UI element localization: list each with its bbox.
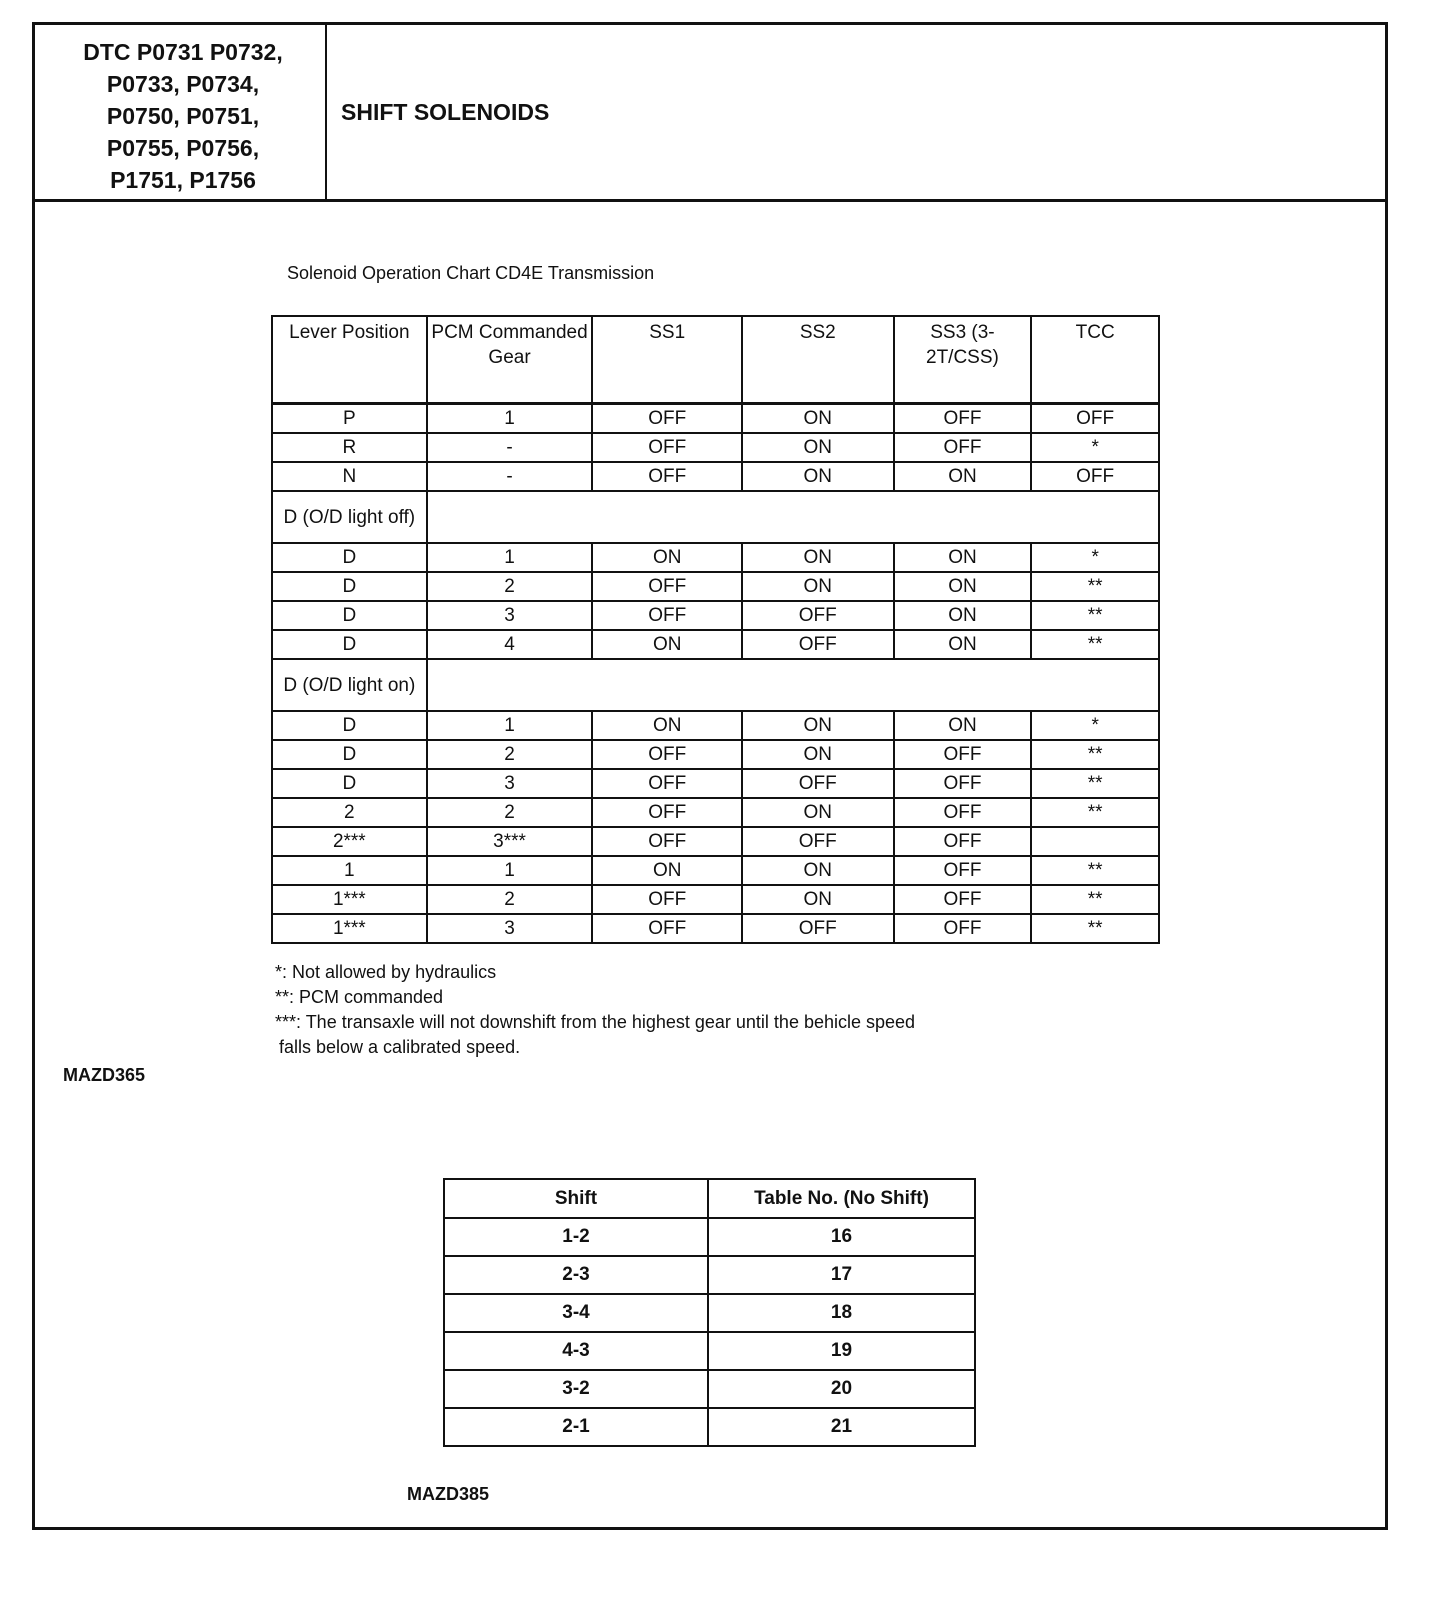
table-cell: OFF [742,630,894,659]
section-label: D (O/D light on) [272,659,427,711]
table-cell: 1 [272,856,427,885]
table-cell: 19 [708,1332,975,1370]
table-cell: 1*** [272,914,427,943]
table-cell: 2-3 [444,1256,708,1294]
table-cell: OFF [894,404,1032,434]
table-cell: OFF [592,827,742,856]
table-cell: 3*** [427,827,593,856]
table-cell: ON [742,572,894,601]
table-cell: ON [592,630,742,659]
table-cell: P [272,404,427,434]
table-row [272,740,1159,769]
table-cell: R [272,433,427,462]
table-cell: 2 [272,798,427,827]
table-cell: OFF [592,404,742,434]
table-cell: OFF [592,572,742,601]
table-row [272,769,1159,798]
column-header: SS2 [742,316,894,404]
solenoid-operation-table [271,315,1160,944]
table-row [272,885,1159,914]
table-cell: D [272,711,427,740]
table-cell: 3-2 [444,1370,708,1408]
table-row [272,798,1159,827]
table-cell: 1 [427,856,593,885]
table-cell: ON [742,543,894,572]
table-cell: 1*** [272,885,427,914]
table-cell: OFF [592,914,742,943]
footnote: falls below a calibrated speed. [279,1037,521,1057]
dtc-line: P0733, P0734, [106,71,260,97]
table-cell: 16 [708,1218,975,1256]
table-row [272,404,1159,434]
table-cell: OFF [1031,462,1159,491]
table-row [272,462,1159,491]
table-cell: ** [1031,630,1159,659]
footnote: *: Not allowed by hydraulics [275,962,497,982]
page-title: SHIFT SOLENOIDS [341,99,550,125]
table-row [272,856,1159,885]
table-cell: 3 [427,601,593,630]
table-cell: OFF [592,769,742,798]
table-cell: ON [894,630,1032,659]
table-cell: 2 [427,798,593,827]
column-header: Table No. (No Shift) [708,1179,975,1218]
table-cell: ON [894,711,1032,740]
table-cell: ON [742,740,894,769]
section-label: D (O/D light off) [272,491,427,543]
table-row [444,1294,975,1332]
dtc-codes [63,36,303,196]
column-header: SS3 (3-2T/CSS) [894,316,1032,404]
table-cell: * [1031,711,1159,740]
dtc-line: P0750, P0751, [106,103,260,129]
table-cell: ** [1031,601,1159,630]
table-cell: 4 [427,630,593,659]
table-cell: OFF [592,885,742,914]
table-cell: 1 [427,711,593,740]
table-cell: - [427,433,593,462]
table-cell: ** [1031,856,1159,885]
table-row [444,1332,975,1370]
table-cell: OFF [742,769,894,798]
table-cell: ON [894,543,1032,572]
table-cell: D [272,740,427,769]
table-cell: OFF [592,601,742,630]
table-cell: ON [894,572,1032,601]
table-row [272,630,1159,659]
footnote: **: PCM commanded [275,987,444,1007]
dtc-line: P1751, P1756 [110,167,256,193]
table-cell [1031,827,1159,856]
table-row [272,433,1159,462]
table-cell: OFF [592,740,742,769]
table-cell: OFF [894,433,1032,462]
table-cell: 3-4 [444,1294,708,1332]
table-cell: 1-2 [444,1218,708,1256]
table-cell: ** [1031,798,1159,827]
footnotes [275,960,915,1060]
table-cell: OFF [592,462,742,491]
figure-id: MAZD385 [407,1484,490,1504]
table-cell: ON [592,856,742,885]
dtc-line: DTC P0731 P0732, [83,39,283,65]
table-cell: D [272,572,427,601]
table-cell: OFF [592,433,742,462]
table-cell: 21 [708,1408,975,1446]
table-header-row [444,1179,975,1218]
table-cell: 3 [427,769,593,798]
table-body [272,404,1159,944]
column-header: TCC [1031,316,1159,404]
table-cell: - [427,462,593,491]
table-row [272,543,1159,572]
table-cell: ON [894,601,1032,630]
table-cell: OFF [1031,404,1159,434]
table-row [444,1218,975,1256]
header [35,25,1385,202]
table-cell: ON [742,433,894,462]
table-cell: ** [1031,769,1159,798]
section-blank [427,491,1159,543]
table-row [444,1408,975,1446]
table-cell: 3 [427,914,593,943]
table-cell: 18 [708,1294,975,1332]
table-cell: 2-1 [444,1408,708,1446]
table-row [272,914,1159,943]
table-row [272,572,1159,601]
table-cell: * [1031,433,1159,462]
table-cell: ** [1031,740,1159,769]
column-header: SS1 [592,316,742,404]
table-cell: ** [1031,885,1159,914]
table-cell: 17 [708,1256,975,1294]
table-header-row [272,316,1159,404]
table-cell: 2*** [272,827,427,856]
table-row [272,601,1159,630]
footnote: ***: The transaxle will not downshift from the highest gear until the behicle speed [275,1012,916,1032]
table-row [272,711,1159,740]
shift-table [443,1178,976,1447]
table-cell: ON [592,711,742,740]
figure-id: MAZD365 [63,1065,146,1085]
table-cell: 1 [427,404,593,434]
section-blank [427,659,1159,711]
table-row [272,827,1159,856]
table-cell: OFF [894,798,1032,827]
table-cell: OFF [894,856,1032,885]
table-cell: OFF [894,740,1032,769]
table-cell: OFF [742,827,894,856]
table-cell: D [272,543,427,572]
table-cell: ON [592,543,742,572]
table-cell: OFF [592,798,742,827]
table-cell: ** [1031,572,1159,601]
table-cell: 2 [427,885,593,914]
section-row [272,659,1159,711]
table-cell: ON [894,462,1032,491]
table-cell: ON [742,711,894,740]
page-frame [32,22,1388,1530]
table-cell: D [272,601,427,630]
table-cell: 4-3 [444,1332,708,1370]
solenoid-chart-caption: Solenoid Operation Chart CD4E Transmission [287,263,655,283]
table-cell: D [272,769,427,798]
dtc-line: P0755, P0756, [106,135,260,161]
table-cell: D [272,630,427,659]
column-header: Shift [444,1179,708,1218]
section-row [272,491,1159,543]
table-cell: OFF [742,914,894,943]
table-cell: ON [742,404,894,434]
table-cell: ON [742,462,894,491]
column-header: Lever Position [272,316,427,404]
table-cell: 2 [427,740,593,769]
table-cell: OFF [742,601,894,630]
table-cell: ON [742,798,894,827]
table-cell: ON [742,885,894,914]
table-cell: OFF [894,769,1032,798]
table-cell: N [272,462,427,491]
table-cell: 1 [427,543,593,572]
dtc-code-box [35,25,327,199]
table-cell: * [1031,543,1159,572]
table-row [444,1370,975,1408]
table-cell: 20 [708,1370,975,1408]
table-cell: ** [1031,914,1159,943]
column-header: PCM Commanded Gear [427,316,593,404]
table-cell: ON [742,856,894,885]
table-cell: OFF [894,914,1032,943]
table-row [444,1256,975,1294]
table-cell: OFF [894,885,1032,914]
table-body [444,1218,975,1446]
table-cell: OFF [894,827,1032,856]
table-cell: 2 [427,572,593,601]
